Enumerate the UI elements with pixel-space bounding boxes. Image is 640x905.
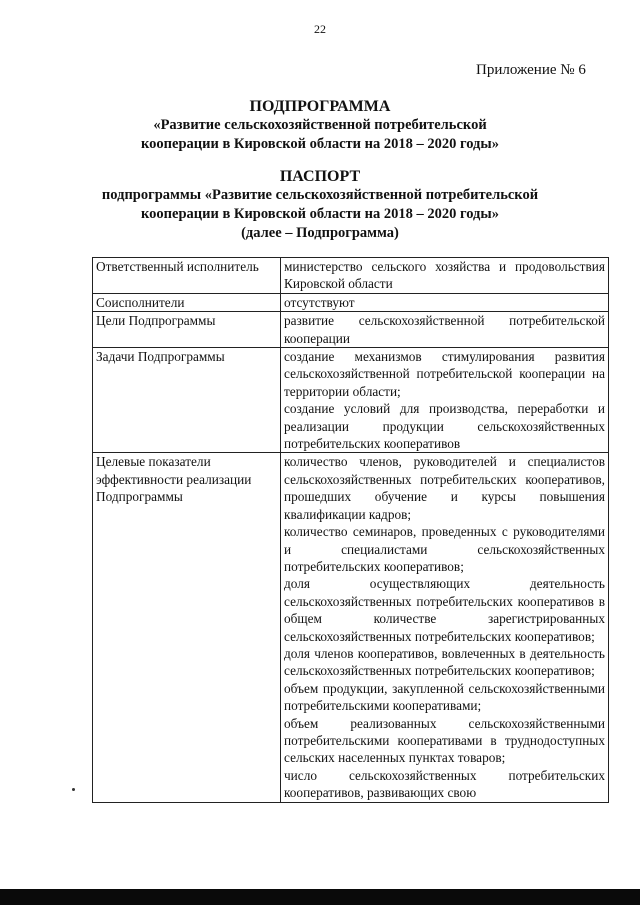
scan-bottom-edge xyxy=(0,889,640,905)
row-value xyxy=(281,312,609,348)
value-item: количество членов, руководителей и специалистов сельскохозяйственных потребительских кооперативов, прошедших обучение и курсы повышения квалификации кадров; xyxy=(284,454,605,522)
value-item: объем реализованных сельскохозяйственными потребительскими кооперативами в труднодоступных сельских населенных пунктах товаров; xyxy=(284,715,605,766)
row-value xyxy=(281,293,609,311)
table-row xyxy=(93,348,609,453)
passport-table xyxy=(92,257,609,803)
value-item: доля членов кооперативов, вовлеченных в деятельность сельскохозяйственных потребительских кооперативов; xyxy=(284,645,605,679)
page-number: 22 xyxy=(314,22,326,36)
value-item: министерство сельского хозяйства и продовольствия Кировской области xyxy=(284,259,605,292)
passport-title-line-3: кооперации в Кировской области на 2018 – 2020 годы» xyxy=(141,206,499,222)
table-row xyxy=(93,293,609,311)
appendix-label: Приложение № 6 xyxy=(476,62,586,78)
value-item: отсутствуют xyxy=(284,294,355,310)
passport-title-line-2: подпрограммы «Развитие сельскохозяйственной потребительской xyxy=(101,187,539,203)
row-label: Задачи Подпрограммы xyxy=(93,348,281,453)
value-item: создание условий для производства, переработки и реализации продукции сельскохозяйственных потребительских кооперативов xyxy=(284,401,605,452)
table-row xyxy=(93,258,609,294)
row-label: Ответственный исполнитель xyxy=(93,258,281,294)
table-row xyxy=(93,312,609,348)
value-item: объем продукции, закупленной сельскохозяйственными потребительскими кооперативами; xyxy=(284,680,605,714)
row-label: Соисполнители xyxy=(93,293,281,311)
table-row xyxy=(93,453,609,802)
value-item: доля осуществляющих деятельность сельскохозяйственных потребительских кооперативов в общем количестве зарегистрированных сельскохозяйственных потребительских кооперативов; xyxy=(284,576,605,644)
subprogram-title-line-2: «Развитие сельскохозяйственной потребительской xyxy=(153,117,487,133)
row-label: Цели Подпрограммы xyxy=(93,312,281,348)
passport-title xyxy=(0,167,640,243)
passport-heading: ПАСПОРТ xyxy=(279,168,361,185)
subprogram-heading: ПОДПРОГРАММА xyxy=(249,98,391,115)
row-label: Целевые показатели эффективности реализации Подпрограммы xyxy=(93,453,281,802)
scan-speck xyxy=(72,788,75,791)
passport-title-line-4: (далее – Подпрограмма) xyxy=(241,225,399,241)
value-item: создание механизмов стимулирования развития сельскохозяйственной потребительской кооперации на территории области; xyxy=(284,349,605,399)
row-value xyxy=(281,348,609,453)
value-item: количество семинаров, проведенных с руководителями и специалистами сельскохозяйственных потребительских кооперативов; xyxy=(284,524,605,574)
value-item: число сельскохозяйственных потребительских кооперативов, развивающих свою xyxy=(284,767,605,801)
row-value xyxy=(281,453,609,802)
row-value xyxy=(281,258,609,294)
subprogram-title xyxy=(0,97,640,154)
value-item: развитие сельскохозяйственной потребительской кооперации xyxy=(284,313,605,346)
subprogram-title-line-3: кооперации в Кировской области на 2018 – 2020 годы» xyxy=(141,136,499,152)
